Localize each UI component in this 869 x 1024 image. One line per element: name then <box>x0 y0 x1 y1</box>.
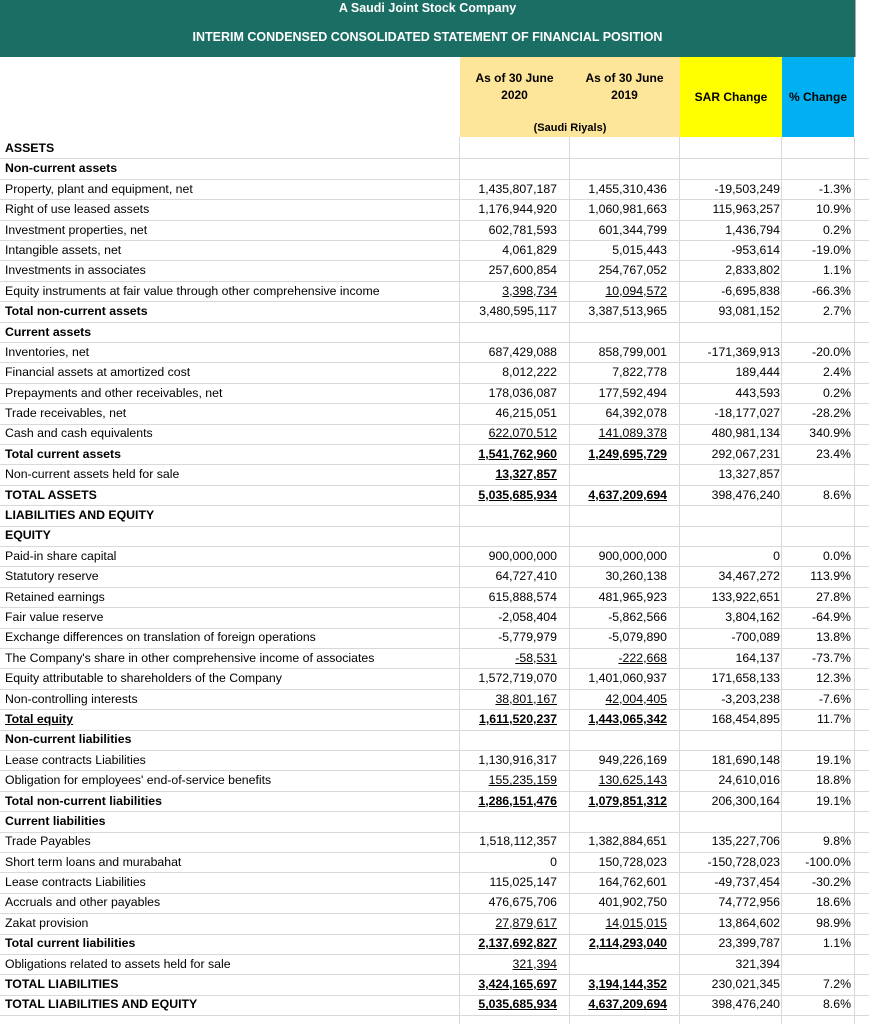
pct-change: 113.9% <box>810 569 851 584</box>
value-2019: 42,004,405 <box>605 691 667 706</box>
value-2020: 615,888,574 <box>488 589 557 604</box>
banner-edge <box>855 0 869 57</box>
grid-line <box>0 668 869 669</box>
sar-change: 23,399,787 <box>718 936 780 951</box>
sar-change: -19,503,249 <box>714 181 780 196</box>
row-label: Lease contracts Liabilities <box>5 752 146 767</box>
value-2019: 1,060,981,663 <box>588 202 667 217</box>
grid-line <box>0 444 869 445</box>
pct-change: -64.9% <box>812 609 851 624</box>
value-2020: 1,130,916,317 <box>478 752 557 767</box>
row-label: ASSETS <box>5 141 55 155</box>
table-row <box>0 240 869 260</box>
pct-change: 27.8% <box>816 589 851 604</box>
row-label: The Company's share in other comprehensive income of associates <box>5 650 375 665</box>
value-2020: 3,398,734 <box>502 283 557 298</box>
sar-change: 292,067,231 <box>711 446 780 461</box>
table-row <box>0 770 869 790</box>
pct-change: 18.6% <box>816 895 851 910</box>
value-2020: 27,879,617 <box>495 915 557 930</box>
value-2019: 254,767,052 <box>598 263 667 278</box>
sar-change: 398,476,240 <box>711 487 780 502</box>
grid-line <box>0 199 869 200</box>
row-label: TOTAL ASSETS <box>5 487 97 502</box>
table-row <box>0 444 869 464</box>
value-2020: 0 <box>550 854 557 869</box>
sar-change: -6,695,838 <box>721 283 780 298</box>
table-row <box>0 750 869 770</box>
pct-change: 1.1% <box>822 936 851 951</box>
value-2019: 164,762,601 <box>598 875 667 890</box>
value-2020: 1,176,944,920 <box>478 202 557 217</box>
sar-change: 115,963,257 <box>712 202 780 217</box>
grid-line <box>0 607 869 608</box>
pct-change: 8.6% <box>822 487 851 502</box>
grid-line <box>0 505 869 506</box>
table-row <box>0 138 869 158</box>
value-2020: 1,286,151,476 <box>478 793 557 808</box>
pct-change: -30.2% <box>812 875 851 890</box>
row-label: Accruals and other payables <box>5 895 161 910</box>
pct-change: -20.0% <box>812 344 851 359</box>
value-2019: 1,455,310,436 <box>588 181 667 196</box>
row-label: Trade Payables <box>5 834 91 849</box>
row-label: Total non-current assets <box>5 304 148 319</box>
sar-change: 1,436,794 <box>725 222 780 237</box>
sar-change: -700,089 <box>731 630 780 645</box>
value-2019: 1,079,851,312 <box>588 793 667 808</box>
header-2020-line2: 2020 <box>501 88 528 102</box>
row-label: Right of use leased assets <box>5 202 150 217</box>
pct-change: -28.2% <box>812 406 851 421</box>
table-row <box>0 220 869 240</box>
value-2019: 601,344,799 <box>598 222 667 237</box>
grid-line <box>0 424 869 425</box>
grid-line <box>0 954 869 955</box>
sar-change: 398,476,240 <box>711 997 780 1012</box>
value-2020: 178,036,087 <box>488 385 557 400</box>
header-unit: (Saudi Riyals) <box>533 122 607 134</box>
pct-change: 98.9% <box>816 915 851 930</box>
value-2020: -2,058,404 <box>498 609 557 624</box>
row-label: Non-controlling interests <box>5 691 138 706</box>
sar-change: 3,804,162 <box>725 609 780 624</box>
sar-change: 135,227,706 <box>711 834 780 849</box>
pct-change: 2.7% <box>822 304 851 319</box>
grid-line <box>0 260 869 261</box>
value-2020: 257,600,854 <box>488 263 557 278</box>
sar-change: 321,394 <box>735 956 780 971</box>
pct-change: 0.2% <box>822 222 851 237</box>
table-row <box>0 689 869 709</box>
statement-title: INTERIM CONDENSED CONSOLIDATED STATEMENT OF FINANCIAL POSITION <box>192 30 663 44</box>
value-2019: 141,089,378 <box>598 426 667 441</box>
row-label: Fair value reserve <box>5 609 104 624</box>
row-label: Total current assets <box>5 446 121 461</box>
pct-change: -19.0% <box>812 242 851 257</box>
pct-change: -1.3% <box>818 181 851 196</box>
row-label: Prepayments and other receivables, net <box>5 385 223 400</box>
table-row <box>0 852 869 872</box>
table-row <box>0 525 869 545</box>
value-2020: 900,000,000 <box>488 548 557 563</box>
grid-line <box>0 179 869 180</box>
value-2020: 64,727,410 <box>495 569 557 584</box>
value-2019: 3,194,144,352 <box>588 977 667 992</box>
grid-line <box>0 791 869 792</box>
grid-line <box>0 1015 869 1016</box>
grid-line <box>0 811 869 812</box>
row-label: EQUITY <box>5 528 51 543</box>
value-2019: 1,443,065,342 <box>588 711 667 726</box>
grid-line <box>0 158 869 159</box>
value-2020: 5,035,685,934 <box>478 487 557 502</box>
pct-change: 340.9% <box>809 426 851 441</box>
grid-line <box>0 832 869 833</box>
value-2020: 5,035,685,934 <box>478 997 557 1012</box>
sar-change: 0 <box>773 548 780 563</box>
pct-change: -7.6% <box>818 691 851 706</box>
grid-line <box>0 770 869 771</box>
row-label: Short term loans and murabahat <box>5 854 182 869</box>
sar-change: -150,728,023 <box>707 854 780 869</box>
sar-change: -3,203,238 <box>721 691 780 706</box>
grid-line <box>0 648 869 649</box>
row-label: Total equity <box>5 711 74 726</box>
value-2019: 64,392,078 <box>605 406 667 421</box>
table-row <box>0 179 869 199</box>
row-label: Non-current assets <box>5 161 118 176</box>
pct-change: 23.4% <box>816 446 851 461</box>
table-row <box>0 607 869 627</box>
sar-change: 181,690,148 <box>711 752 780 767</box>
value-2019: 150,728,023 <box>598 854 667 869</box>
table-row <box>0 485 869 505</box>
row-label: TOTAL LIABILITIES AND EQUITY <box>5 997 198 1012</box>
pct-change: 9.8% <box>822 834 851 849</box>
value-2020: 1,541,762,960 <box>478 446 557 461</box>
grid-line <box>0 689 869 690</box>
value-2019: 177,592,494 <box>598 385 667 400</box>
sar-change: 206,300,164 <box>711 793 780 808</box>
row-label: Total non-current liabilities <box>5 793 162 808</box>
table-row <box>0 403 869 423</box>
value-2019: -5,079,890 <box>608 630 667 645</box>
value-2020: 13,327,857 <box>495 467 557 482</box>
value-2019: 7,822,778 <box>612 365 667 380</box>
table-row <box>0 383 869 403</box>
header-2020-line1: As of 30 June <box>475 71 554 85</box>
value-2019: 900,000,000 <box>598 548 667 563</box>
sar-change: 74,772,956 <box>718 895 780 910</box>
value-2020: -5,779,979 <box>498 630 557 645</box>
value-2020: 1,518,112,357 <box>479 834 557 849</box>
table-row <box>0 831 869 851</box>
sar-change: 34,467,272 <box>718 569 780 584</box>
value-2019: 4,637,209,694 <box>588 487 667 502</box>
pct-change: 0.2% <box>822 385 851 400</box>
value-2019: 1,382,884,651 <box>588 834 667 849</box>
pct-change: 1.1% <box>822 263 851 278</box>
pct-change: 19.1% <box>816 752 851 767</box>
value-2019: 858,799,001 <box>598 344 667 359</box>
value-2019: 949,226,169 <box>598 752 667 767</box>
grid-line <box>0 893 869 894</box>
table-row <box>0 648 869 668</box>
row-label: Retained earnings <box>5 589 105 604</box>
sar-change: -953,614 <box>731 242 780 257</box>
grid-line <box>0 566 869 567</box>
table-row <box>0 566 869 586</box>
header-sar-change: SAR Change <box>694 90 768 104</box>
value-2020: -58,531 <box>515 650 557 665</box>
row-label: Current liabilities <box>5 813 106 828</box>
table-row <box>0 709 869 729</box>
row-label: Non-current assets held for sale <box>5 467 180 482</box>
row-label: LIABILITIES AND EQUITY <box>5 508 155 523</box>
value-2020: 687,429,088 <box>488 344 557 359</box>
sar-change: 2,833,802 <box>725 263 780 278</box>
grid-line <box>0 974 869 975</box>
value-2020: 476,675,706 <box>488 895 557 910</box>
value-2020: 4,061,829 <box>502 242 557 257</box>
grid-line <box>0 913 869 914</box>
value-2020: 1,435,807,187 <box>478 181 557 196</box>
value-2020: 38,801,167 <box>495 691 557 706</box>
grid-line <box>0 546 869 547</box>
sar-change: 133,922,651 <box>711 589 780 604</box>
table-row <box>0 505 869 525</box>
company-subtitle: A Saudi Joint Stock Company <box>338 1 517 15</box>
row-label: Property, plant and equipment, net <box>5 181 193 196</box>
table-row <box>0 974 869 994</box>
table-row <box>0 811 869 831</box>
grid-line <box>0 852 869 853</box>
row-label: TOTAL LIABILITIES <box>5 977 119 992</box>
table-row <box>0 464 869 484</box>
row-label: Inventories, net <box>5 344 90 359</box>
header-2019-line1: As of 30 June <box>585 71 664 85</box>
sar-change: 24,610,016 <box>718 773 780 788</box>
pct-change: 2.4% <box>822 365 851 380</box>
grid-line <box>0 587 869 588</box>
value-2020: 8,012,222 <box>502 365 557 380</box>
grid-line <box>0 342 869 343</box>
grid-line <box>0 526 869 527</box>
row-label: Trade receivables, net <box>5 406 127 421</box>
row-label: Total current liabilities <box>5 936 136 951</box>
grid-line <box>0 485 869 486</box>
row-label: Obligation for employees' end-of-service benefits <box>5 773 272 788</box>
table-row <box>0 954 869 974</box>
grid-line <box>0 872 869 873</box>
sar-change: 13,327,857 <box>718 467 780 482</box>
table-row <box>0 260 869 280</box>
table-row <box>0 791 869 811</box>
value-2019: 1,401,060,937 <box>588 671 667 686</box>
pct-change: 0.0% <box>822 548 851 563</box>
row-label: Cash and cash equivalents <box>5 426 153 441</box>
pct-change: 10.9% <box>816 202 851 217</box>
table-row <box>0 933 869 953</box>
value-2020: 3,480,595,117 <box>479 304 557 319</box>
sar-change: 93,081,152 <box>718 304 780 319</box>
sar-change: -49,737,454 <box>714 875 780 890</box>
value-2020: 115,025,147 <box>489 875 557 890</box>
statement-banner <box>0 0 855 57</box>
value-2019: 130,625,143 <box>598 773 667 788</box>
row-label: Financial assets at amortized cost <box>5 365 191 380</box>
value-2020: 3,424,165,697 <box>478 977 557 992</box>
pct-change: -100.0% <box>805 854 851 869</box>
row-label: Non-current liabilities <box>5 732 132 747</box>
grid-line <box>0 322 869 323</box>
pct-change: 12.3% <box>816 671 851 686</box>
row-label: Equity instruments at fair value through other comprehensive income <box>5 283 380 298</box>
table-row <box>0 322 869 342</box>
sar-change: 189,444 <box>735 365 780 380</box>
value-2020: 1,572,719,070 <box>478 671 557 686</box>
value-2019: 30,260,138 <box>605 569 667 584</box>
table-row <box>0 342 869 362</box>
value-2020: 2,137,692,827 <box>478 936 557 951</box>
table-row <box>0 362 869 382</box>
row-label: Paid-in share capital <box>5 548 117 563</box>
grid-line <box>0 628 869 629</box>
value-2019: 481,965,923 <box>598 589 667 604</box>
header-2019 <box>572 70 677 104</box>
grid-line <box>0 464 869 465</box>
value-2020: 321,394 <box>512 956 557 971</box>
grid-line <box>0 383 869 384</box>
grid-line <box>0 750 869 751</box>
row-label: Statutory reserve <box>5 569 99 584</box>
value-2019: 4,637,209,694 <box>588 997 667 1012</box>
grid-line <box>0 220 869 221</box>
table-row <box>0 872 869 892</box>
pct-change: 8.6% <box>822 997 851 1012</box>
value-2019: 401,902,750 <box>598 895 667 910</box>
grid-line <box>0 281 869 282</box>
grid-line <box>0 403 869 404</box>
row-label: Investment properties, net <box>5 222 148 237</box>
table-row <box>0 668 869 688</box>
sar-change: -18,177,027 <box>714 406 780 421</box>
sar-change: 164,137 <box>735 650 780 665</box>
table-row <box>0 892 869 912</box>
header-2019-line2: 2019 <box>611 88 638 102</box>
header-pct-change: % Change <box>788 90 847 104</box>
grid-line <box>0 995 869 996</box>
value-2019: -5,862,566 <box>608 609 667 624</box>
pct-change: 11.7% <box>817 711 851 726</box>
pct-change: 13.8% <box>816 630 851 645</box>
row-label: Investments in associates <box>5 263 146 278</box>
grid-line <box>0 730 869 731</box>
row-label: Current assets <box>5 324 92 339</box>
grid-line <box>0 240 869 241</box>
pct-change: -66.3% <box>812 283 851 298</box>
pct-change: 18.8% <box>816 773 851 788</box>
sar-change: 168,454,895 <box>711 711 780 726</box>
value-2019: 1,249,695,729 <box>588 446 667 461</box>
value-2019: 2,114,293,040 <box>589 936 667 951</box>
pct-change: 19.1% <box>816 793 851 808</box>
grid-line <box>0 301 869 302</box>
table-row <box>0 729 869 749</box>
table-row <box>0 158 869 178</box>
value-2019: 14,015,015 <box>605 915 667 930</box>
value-2020: 155,235,159 <box>488 773 557 788</box>
row-label: Obligations related to assets held for sale <box>5 956 231 971</box>
value-2020: 622,070,512 <box>488 426 557 441</box>
row-label: Zakat provision <box>5 915 89 930</box>
sar-change: 13,864,602 <box>718 915 780 930</box>
value-2020: 1,611,520,237 <box>479 711 557 726</box>
sar-change: -171,369,913 <box>707 344 780 359</box>
table-row <box>0 423 869 443</box>
table-row <box>0 913 869 933</box>
row-label: Equity attributable to shareholders of the Company <box>5 671 282 686</box>
table-row <box>0 994 869 1014</box>
row-label: Exchange differences on translation of foreign operations <box>5 630 316 645</box>
value-2019: 3,387,513,965 <box>588 304 667 319</box>
table-row <box>0 587 869 607</box>
row-label: Intangible assets, net <box>5 242 122 257</box>
pct-change: 7.2% <box>822 977 851 992</box>
sar-change: 443,593 <box>735 385 780 400</box>
value-2020: 602,781,593 <box>488 222 557 237</box>
table-row <box>0 627 869 647</box>
table-row <box>0 546 869 566</box>
table-row <box>0 301 869 321</box>
sar-change: 171,658,133 <box>711 671 780 686</box>
value-2019: -222,668 <box>618 650 667 665</box>
grid-line <box>0 362 869 363</box>
value-2019: 5,015,443 <box>612 242 667 257</box>
sar-change: 480,981,134 <box>711 426 780 441</box>
table-row <box>0 281 869 301</box>
header-2020 <box>462 70 567 104</box>
value-2019: 10,094,572 <box>605 283 667 298</box>
grid-line <box>0 709 869 710</box>
table-row <box>0 199 869 219</box>
pct-change: -73.7% <box>812 650 851 665</box>
grid-line <box>0 934 869 935</box>
sar-change: 230,021,345 <box>711 977 780 992</box>
value-2020: 46,215,051 <box>495 406 557 421</box>
row-label: Lease contracts Liabilities <box>5 875 146 890</box>
statement-table <box>0 138 869 1015</box>
